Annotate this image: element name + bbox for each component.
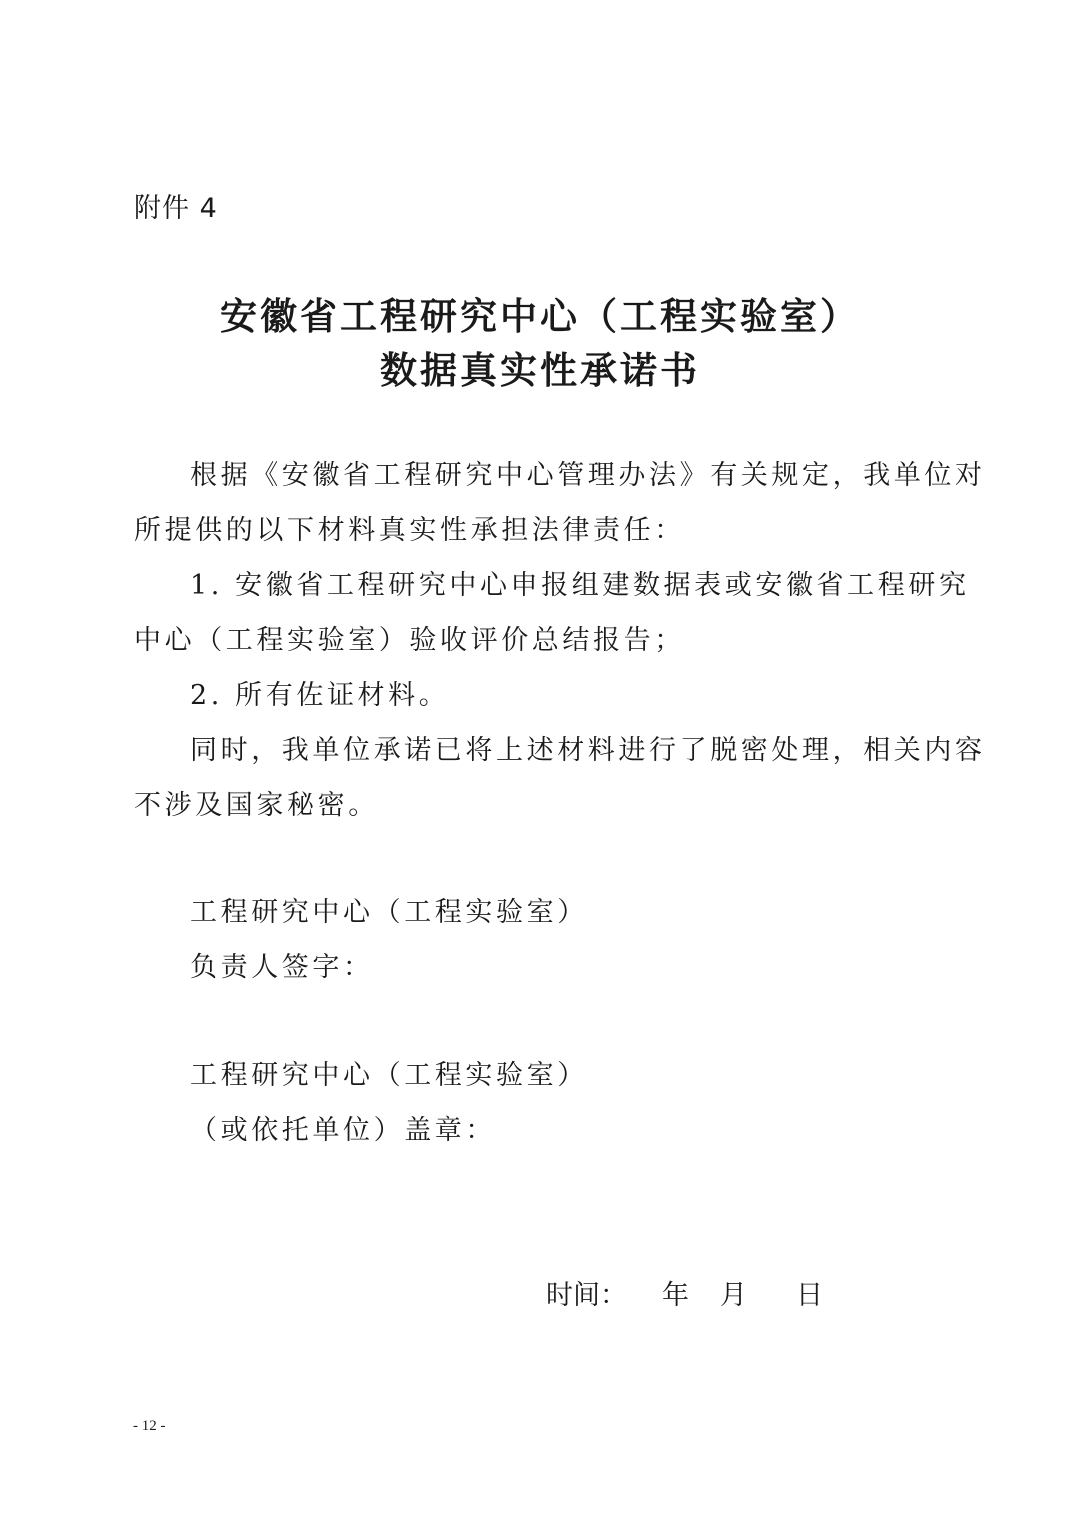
paragraph-2-line-1: 同时，我单位承诺已将上述材料进行了脱密处理，相关内容 [190, 735, 986, 766]
date-label: 时间： [546, 1280, 627, 1311]
paragraph-1-line-2: 所提供的以下材料真实性承担法律责任： [134, 515, 685, 546]
paragraph-1-line-1: 根据《安徽省工程研究中心管理办法》有关规定，我单位对 [190, 460, 986, 491]
center-label-1: 工程研究中心（工程实验室） [190, 897, 588, 928]
seal-label: （或依托单位）盖章： [190, 1115, 496, 1146]
center-label-2: 工程研究中心（工程实验室） [190, 1060, 588, 1091]
page-number: - 12 - [133, 1418, 166, 1434]
date-day: 日 [796, 1280, 823, 1311]
signature-label: 负责人签字： [190, 952, 374, 983]
item-1-line-2: 中心（工程实验室）验收评价总结报告； [134, 625, 685, 656]
paragraph-2-line-2: 不涉及国家秘密。 [134, 790, 379, 821]
document-title-line-1: 安徽省工程研究中心（工程实验室） [220, 295, 860, 338]
item-2: 2. 所有佐证材料。 [190, 680, 450, 711]
date-month: 月 [720, 1280, 747, 1311]
attachment-label: 附件 4 [134, 193, 218, 224]
item-1-line-1: 1. 安徽省工程研究中心申报组建数据表或安徽省工程研究 [190, 570, 970, 601]
date-year: 年 [662, 1280, 689, 1311]
document-title-line-2: 数据真实性承诺书 [380, 349, 700, 392]
